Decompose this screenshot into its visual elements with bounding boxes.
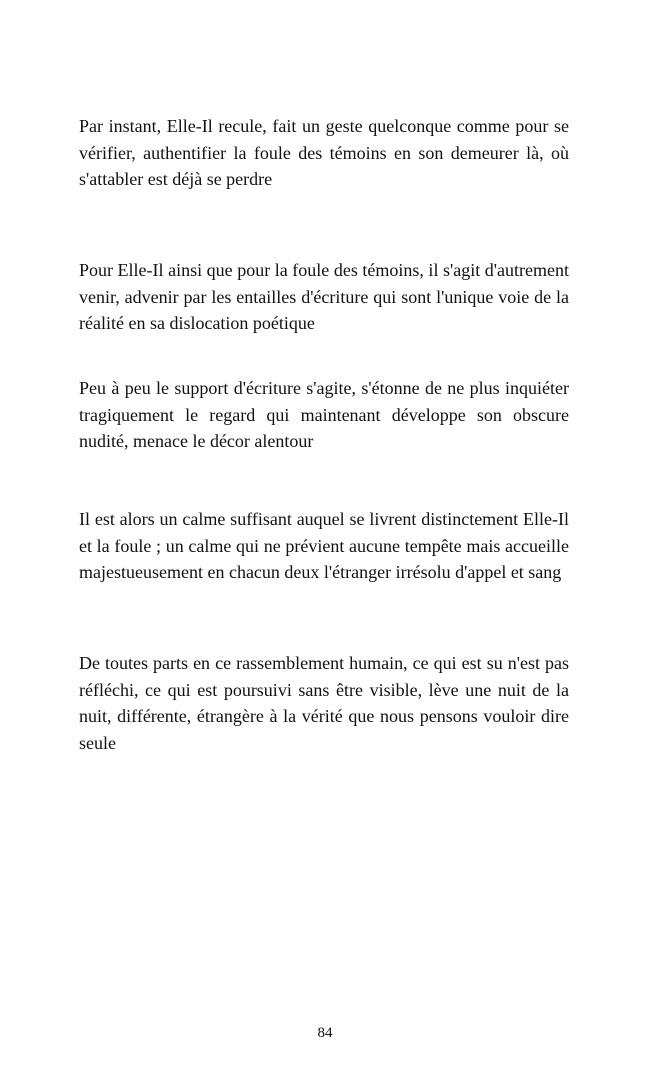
- page-number: 84: [317, 1025, 333, 1041]
- paragraph-5: De toutes parts en ce rassemblement humain, ce qui est su n'est pas réfléchi, ce qui est poursuivi sans être visible, lève une nuit de la nuit, différente, étrangère à la vérité que nous pensons vouloir dire seule: [79, 653, 569, 753]
- paragraph-1: Par instant, Elle-Il recule, fait un geste quelconque comme pour se vérifier, authentifier la foule des témoins en son demeurer là, où s'attabler est déjà se perdre: [79, 116, 569, 189]
- paragraph-3: Peu à peu le support d'écriture s'agite, s'étonne de ne plus inquiéter tragiquement le regard qui maintenant développe son obscure nudité, menace le décor alentour: [79, 378, 569, 451]
- paragraph-4: Il est alors un calme suffisant auquel se livrent distinctement Elle-Il et la foule ; un calme qui ne prévient aucune tempête mais accueille majestueusement en chacun deux l'étranger irrésolu d'appel et sang: [79, 509, 569, 582]
- paragraph-2: Pour Elle-Il ainsi que pour la foule des témoins, il s'agit d'autrement venir, advenir par les entailles d'écriture qui sont l'unique voie de la réalité en sa dislocation poétique: [79, 260, 569, 333]
